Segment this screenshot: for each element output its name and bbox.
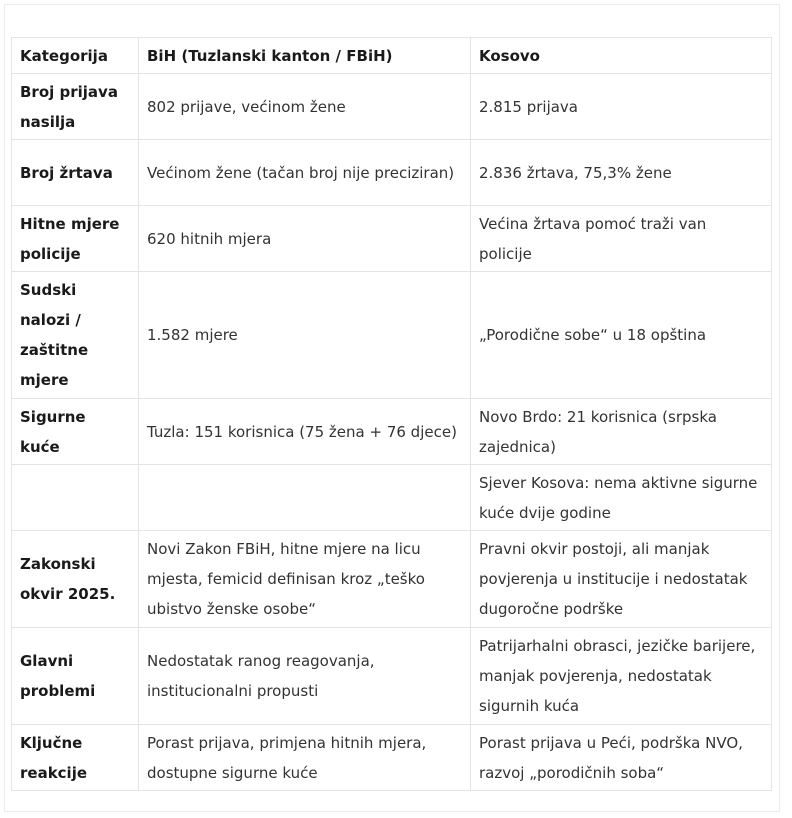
table-row xyxy=(12,74,772,140)
row-bih-value: Tuzla: 151 korisnica (75 žena + 76 djece) xyxy=(139,399,471,465)
header-bih: BiH (Tuzlanski kanton / FBiH) xyxy=(139,38,471,74)
row-kosovo-value: Porast prijava u Peći, podrška NVO, razvoj „porodičnih soba“ xyxy=(471,725,772,791)
table-row xyxy=(12,272,772,399)
row-bih-value xyxy=(139,465,471,531)
row-category: Hitne mjere policije xyxy=(12,206,139,272)
row-bih-value: Porast prijava, primjena hitnih mjera, dostupne sigurne kuće xyxy=(139,725,471,791)
table-row xyxy=(12,140,772,206)
row-kosovo-value: Većina žrtava pomoć traži van policije xyxy=(471,206,772,272)
table-row xyxy=(12,531,772,628)
row-bih-value: 1.582 mjere xyxy=(139,272,471,399)
table-row xyxy=(12,725,772,791)
comparison-table xyxy=(11,37,772,791)
row-kosovo-value: 2.815 prijava xyxy=(471,74,772,140)
header-kosovo: Kosovo xyxy=(471,38,772,74)
row-bih-value: 802 prijave, većinom žene xyxy=(139,74,471,140)
row-category: Broj prijava nasilja xyxy=(12,74,139,140)
row-kosovo-value: Patrijarhalni obrasci, jezičke barijere, manjak povjerenja, nedostatak sigurnih kuća xyxy=(471,628,772,725)
row-category: Glavni problemi xyxy=(12,628,139,725)
row-category: Sudski nalozi / zaštitne mjere xyxy=(12,272,139,399)
table-row xyxy=(12,628,772,725)
row-bih-value: 620 hitnih mjera xyxy=(139,206,471,272)
row-category: Broj žrtava xyxy=(12,140,139,206)
row-kosovo-value: Sjever Kosova: nema aktivne sigurne kuće dvije godine xyxy=(471,465,772,531)
table-row xyxy=(12,399,772,465)
row-category xyxy=(12,465,139,531)
row-category: Ključne reakcije xyxy=(12,725,139,791)
row-kosovo-value: 2.836 žrtava, 75,3% žene xyxy=(471,140,772,206)
row-bih-value: Novi Zakon FBiH, hitne mjere na licu mjesta, femicid definisan kroz „teško ubistvo ženske osobe“ xyxy=(139,531,471,628)
row-kosovo-value: „Porodične sobe“ u 18 opština xyxy=(471,272,772,399)
row-kosovo-value: Pravni okvir postoji, ali manjak povjerenja u institucije i nedostatak dugoročne podrške xyxy=(471,531,772,628)
row-category: Zakonski okvir 2025. xyxy=(12,531,139,628)
table-row xyxy=(12,206,772,272)
header-kategorija: Kategorija xyxy=(12,38,139,74)
row-bih-value: Većinom žene (tačan broj nije preciziran) xyxy=(139,140,471,206)
row-bih-value: Nedostatak ranog reagovanja, institucionalni propusti xyxy=(139,628,471,725)
table-header-row xyxy=(12,38,772,74)
row-kosovo-value: Novo Brdo: 21 korisnica (srpska zajednica) xyxy=(471,399,772,465)
table-row xyxy=(12,465,772,531)
row-category: Sigurne kuće xyxy=(12,399,139,465)
